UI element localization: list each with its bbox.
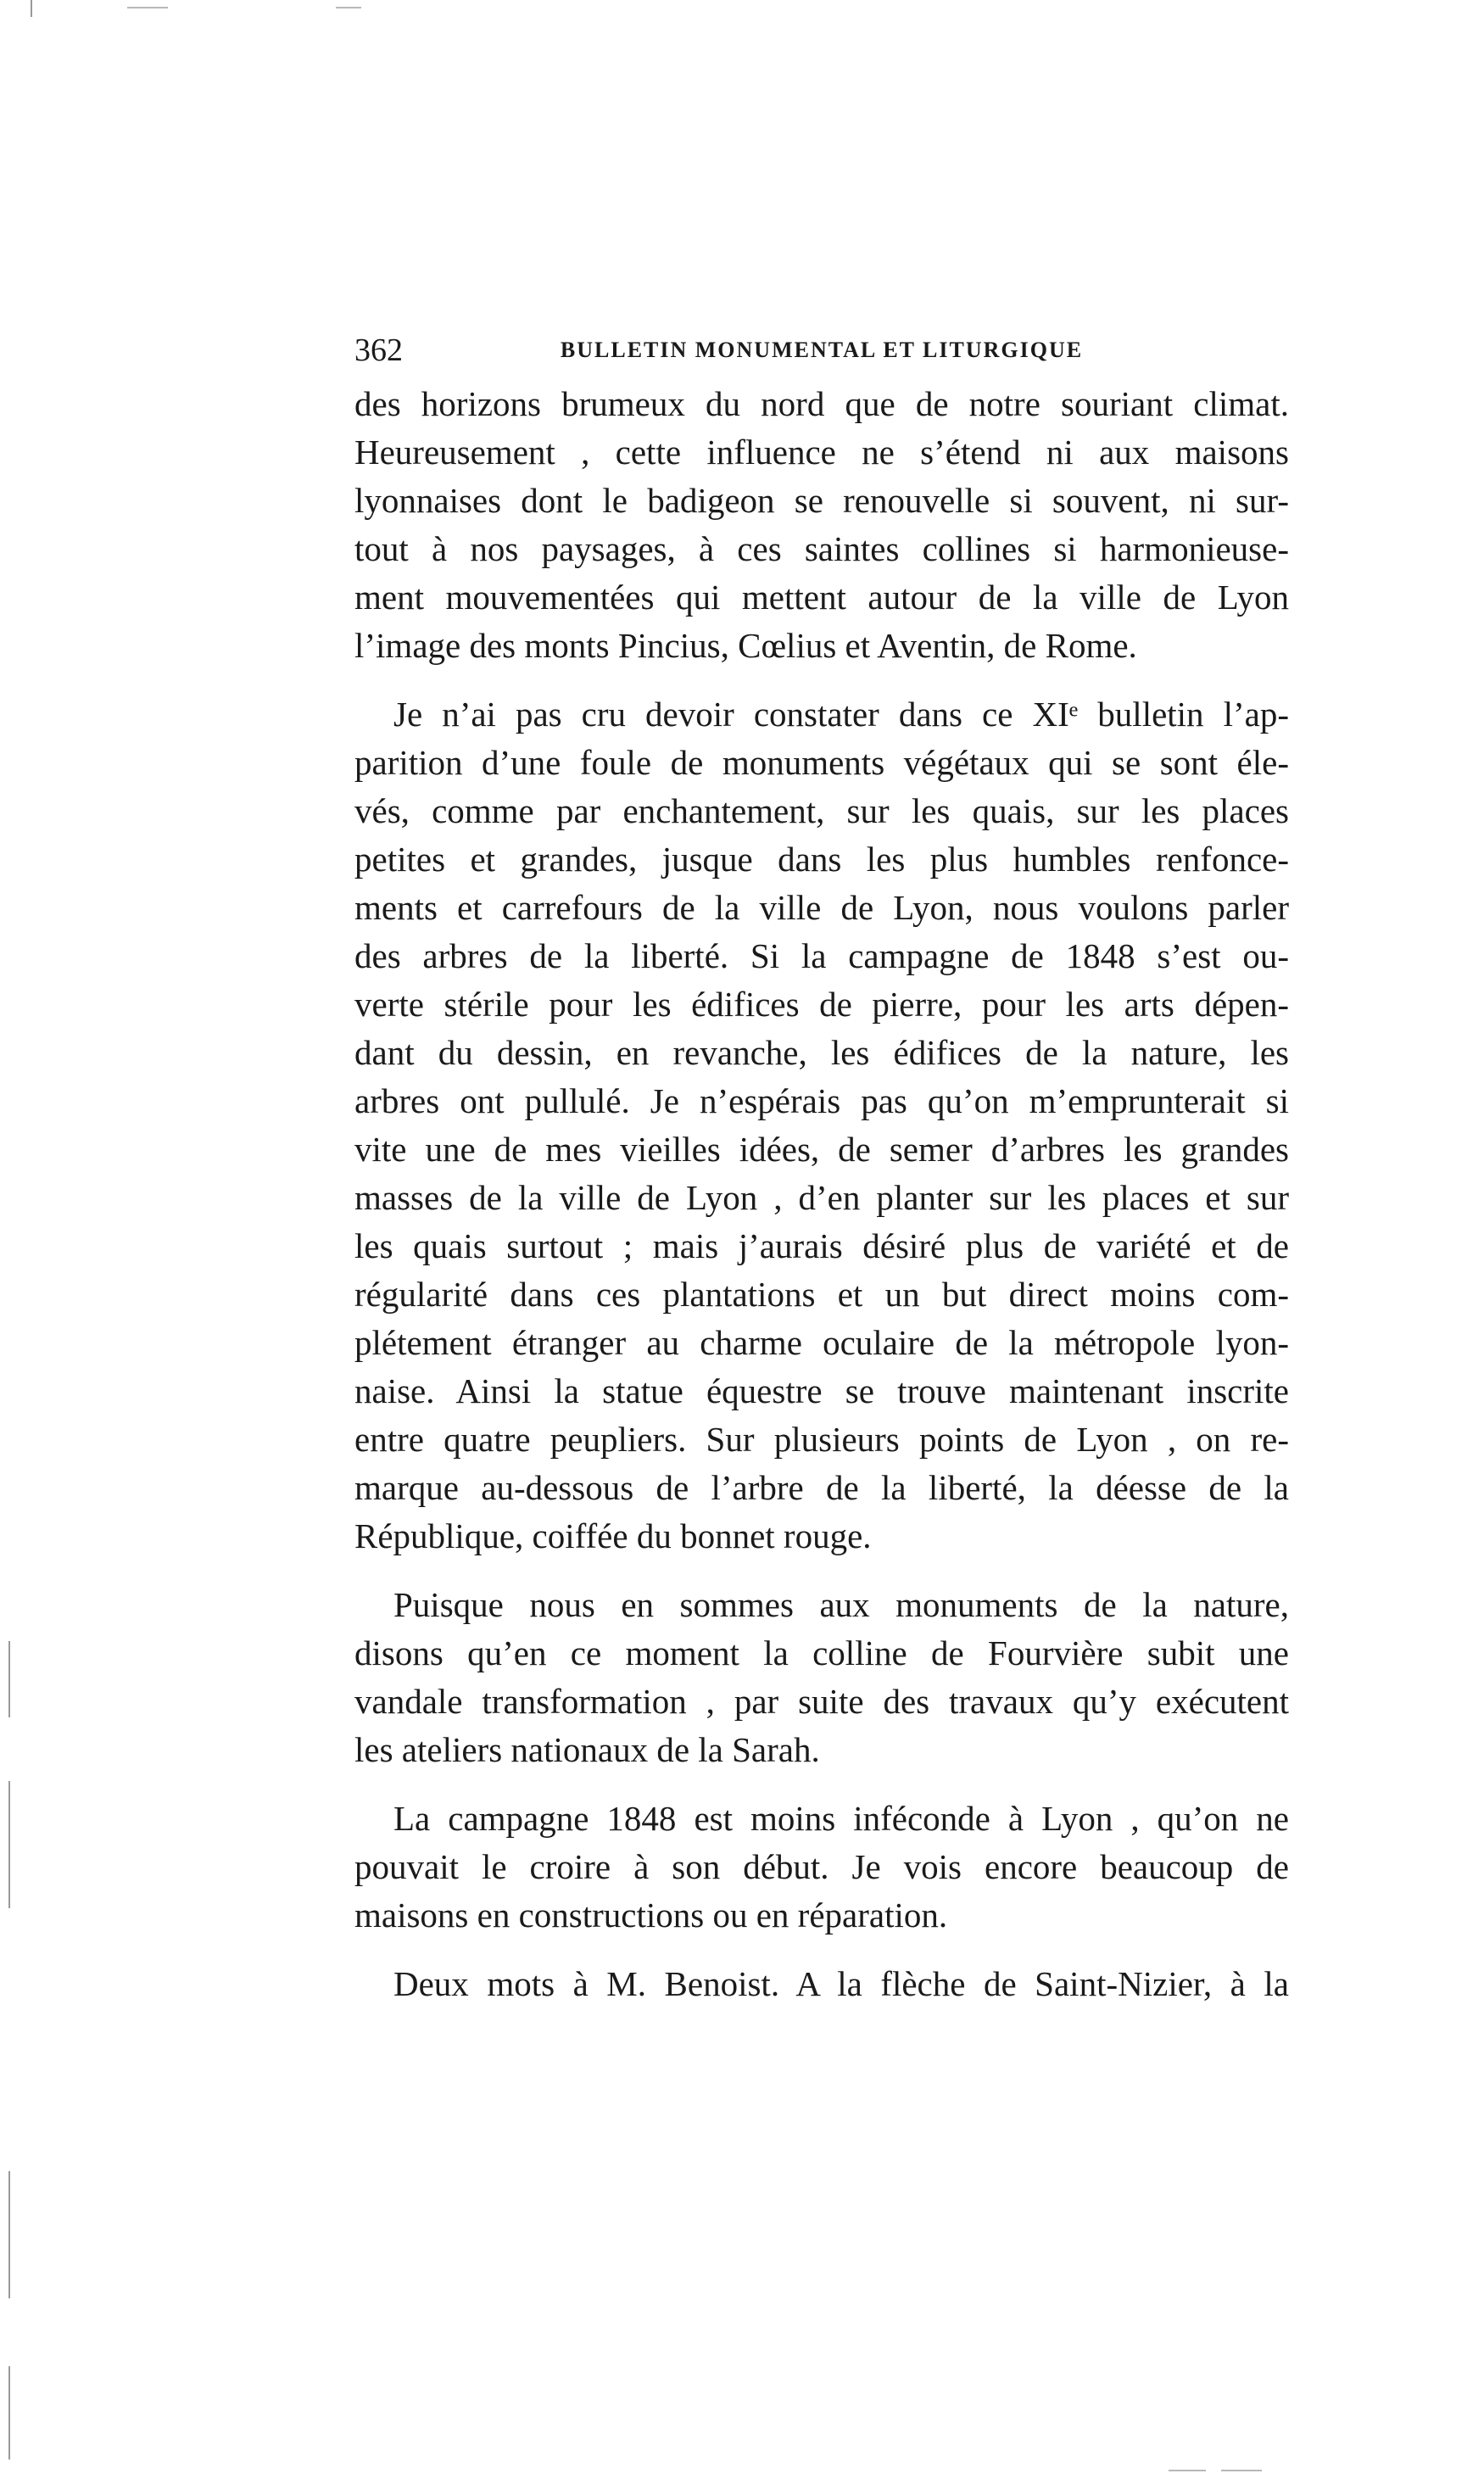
paragraph-2 xyxy=(354,690,1289,1561)
text-line: vandale transformation , par suite des travaux qu’y exécutent xyxy=(354,1682,1289,1721)
paragraph-gap xyxy=(354,1561,1289,1581)
left-margin-mark-4 xyxy=(8,2366,10,2459)
text-line: Puisque nous en sommes aux monuments de la nature, xyxy=(393,1585,1289,1624)
text-line: plétement étranger au charme oculaire de la métropole lyon- xyxy=(354,1323,1289,1362)
top-edge-mark xyxy=(31,0,32,17)
page-number: 362 xyxy=(354,332,403,368)
paragraph-gap xyxy=(354,1940,1289,1960)
text-line: des horizons brumeux du nord que de notre souriant climat. xyxy=(354,384,1289,423)
text-line: l’image des monts Pincius, Cœlius et Aventin, de Rome. xyxy=(354,626,1137,665)
text-line: Je n’ai pas cru devoir constater dans ce XIᵉ bulletin l’ap- xyxy=(393,695,1289,734)
text-line: petites et grandes, jusque dans les plus humbles renfonce- xyxy=(354,840,1289,879)
text-line: entre quatre peupliers. Sur plusieurs points de Lyon , on re- xyxy=(354,1420,1289,1459)
text-line: marque au-dessous de l’arbre de la liberté, la déesse de la xyxy=(354,1468,1289,1507)
paragraph-4 xyxy=(354,1795,1289,1940)
text-line: Heureusement , cette influence ne s’étend ni aux maisons xyxy=(354,433,1289,472)
text-line: Deux mots à M. Benoist. A la flèche de Saint-Nizier, à la xyxy=(393,1964,1289,2003)
text-line: masses de la ville de Lyon , d’en planter sur les places et sur xyxy=(354,1178,1289,1217)
text-line: les quais surtout ; mais j’aurais désiré plus de variété et de xyxy=(354,1226,1289,1265)
bottom-scan-rule-right xyxy=(1221,2470,1262,2471)
bottom-scan-rule-left xyxy=(1169,2470,1206,2471)
paragraph-gap xyxy=(354,1774,1289,1795)
text-line: lyonnaises dont le badigeon se renouvelle si souvent, ni sur- xyxy=(354,481,1289,520)
body-text xyxy=(354,380,1289,2008)
text-line: parition d’une foule de monuments végétaux qui se sont éle- xyxy=(354,743,1289,782)
left-margin-mark-1 xyxy=(8,1641,10,1717)
running-title: BULLETIN MONUMENTAL ET LITURGIQUE xyxy=(560,338,1084,362)
text-line: tout à nos paysages, à ces saintes collines si harmonieuse- xyxy=(354,529,1289,568)
text-line: La campagne 1848 est moins inféconde à Lyon , qu’on ne xyxy=(393,1799,1289,1838)
text-line: disons qu’en ce moment la colline de Fourvière subit une xyxy=(354,1633,1289,1672)
text-line: régularité dans ces plantations et un but direct moins com- xyxy=(354,1275,1289,1314)
text-line: des arbres de la liberté. Si la campagne de 1848 s’est ou- xyxy=(354,936,1289,975)
text-line: dant du dessin, en revanche, les édifices de la nature, les xyxy=(354,1033,1289,1072)
text-line: vés, comme par enchantement, sur les quais, sur les places xyxy=(354,791,1289,830)
paragraph-gap xyxy=(354,670,1289,690)
text-line: pouvait le croire à son début. Je vois encore beaucoup de xyxy=(354,1847,1289,1886)
top-scan-rule-left xyxy=(127,7,168,8)
paragraph-1 xyxy=(354,380,1289,670)
text-line: naise. Ainsi la statue équestre se trouve maintenant inscrite xyxy=(354,1371,1289,1410)
text-line: République, coiffée du bonnet rouge. xyxy=(354,1516,872,1555)
text-line: vite une de mes vieilles idées, de semer d’arbres les grandes xyxy=(354,1130,1289,1169)
text-line: les ateliers nationaux de la Sarah. xyxy=(354,1730,820,1769)
text-line: maisons en constructions ou en réparation. xyxy=(354,1896,948,1935)
left-margin-mark-2 xyxy=(8,1781,10,1908)
page-header xyxy=(354,329,1289,371)
left-margin-mark-3 xyxy=(8,2171,10,2298)
paragraph-5 xyxy=(354,1960,1289,2008)
text-line: ments et carrefours de la ville de Lyon, nous voulons parler xyxy=(354,888,1289,927)
top-scan-rule-right xyxy=(336,7,361,8)
text-line: arbres ont pullulé. Je n’espérais pas qu’on m’emprunterait si xyxy=(354,1081,1289,1120)
text-line: verte stérile pour les édifices de pierre, pour les arts dépen- xyxy=(354,985,1289,1024)
paragraph-3 xyxy=(354,1581,1289,1774)
text-line: ment mouvementées qui mettent autour de la ville de Lyon xyxy=(354,578,1289,617)
